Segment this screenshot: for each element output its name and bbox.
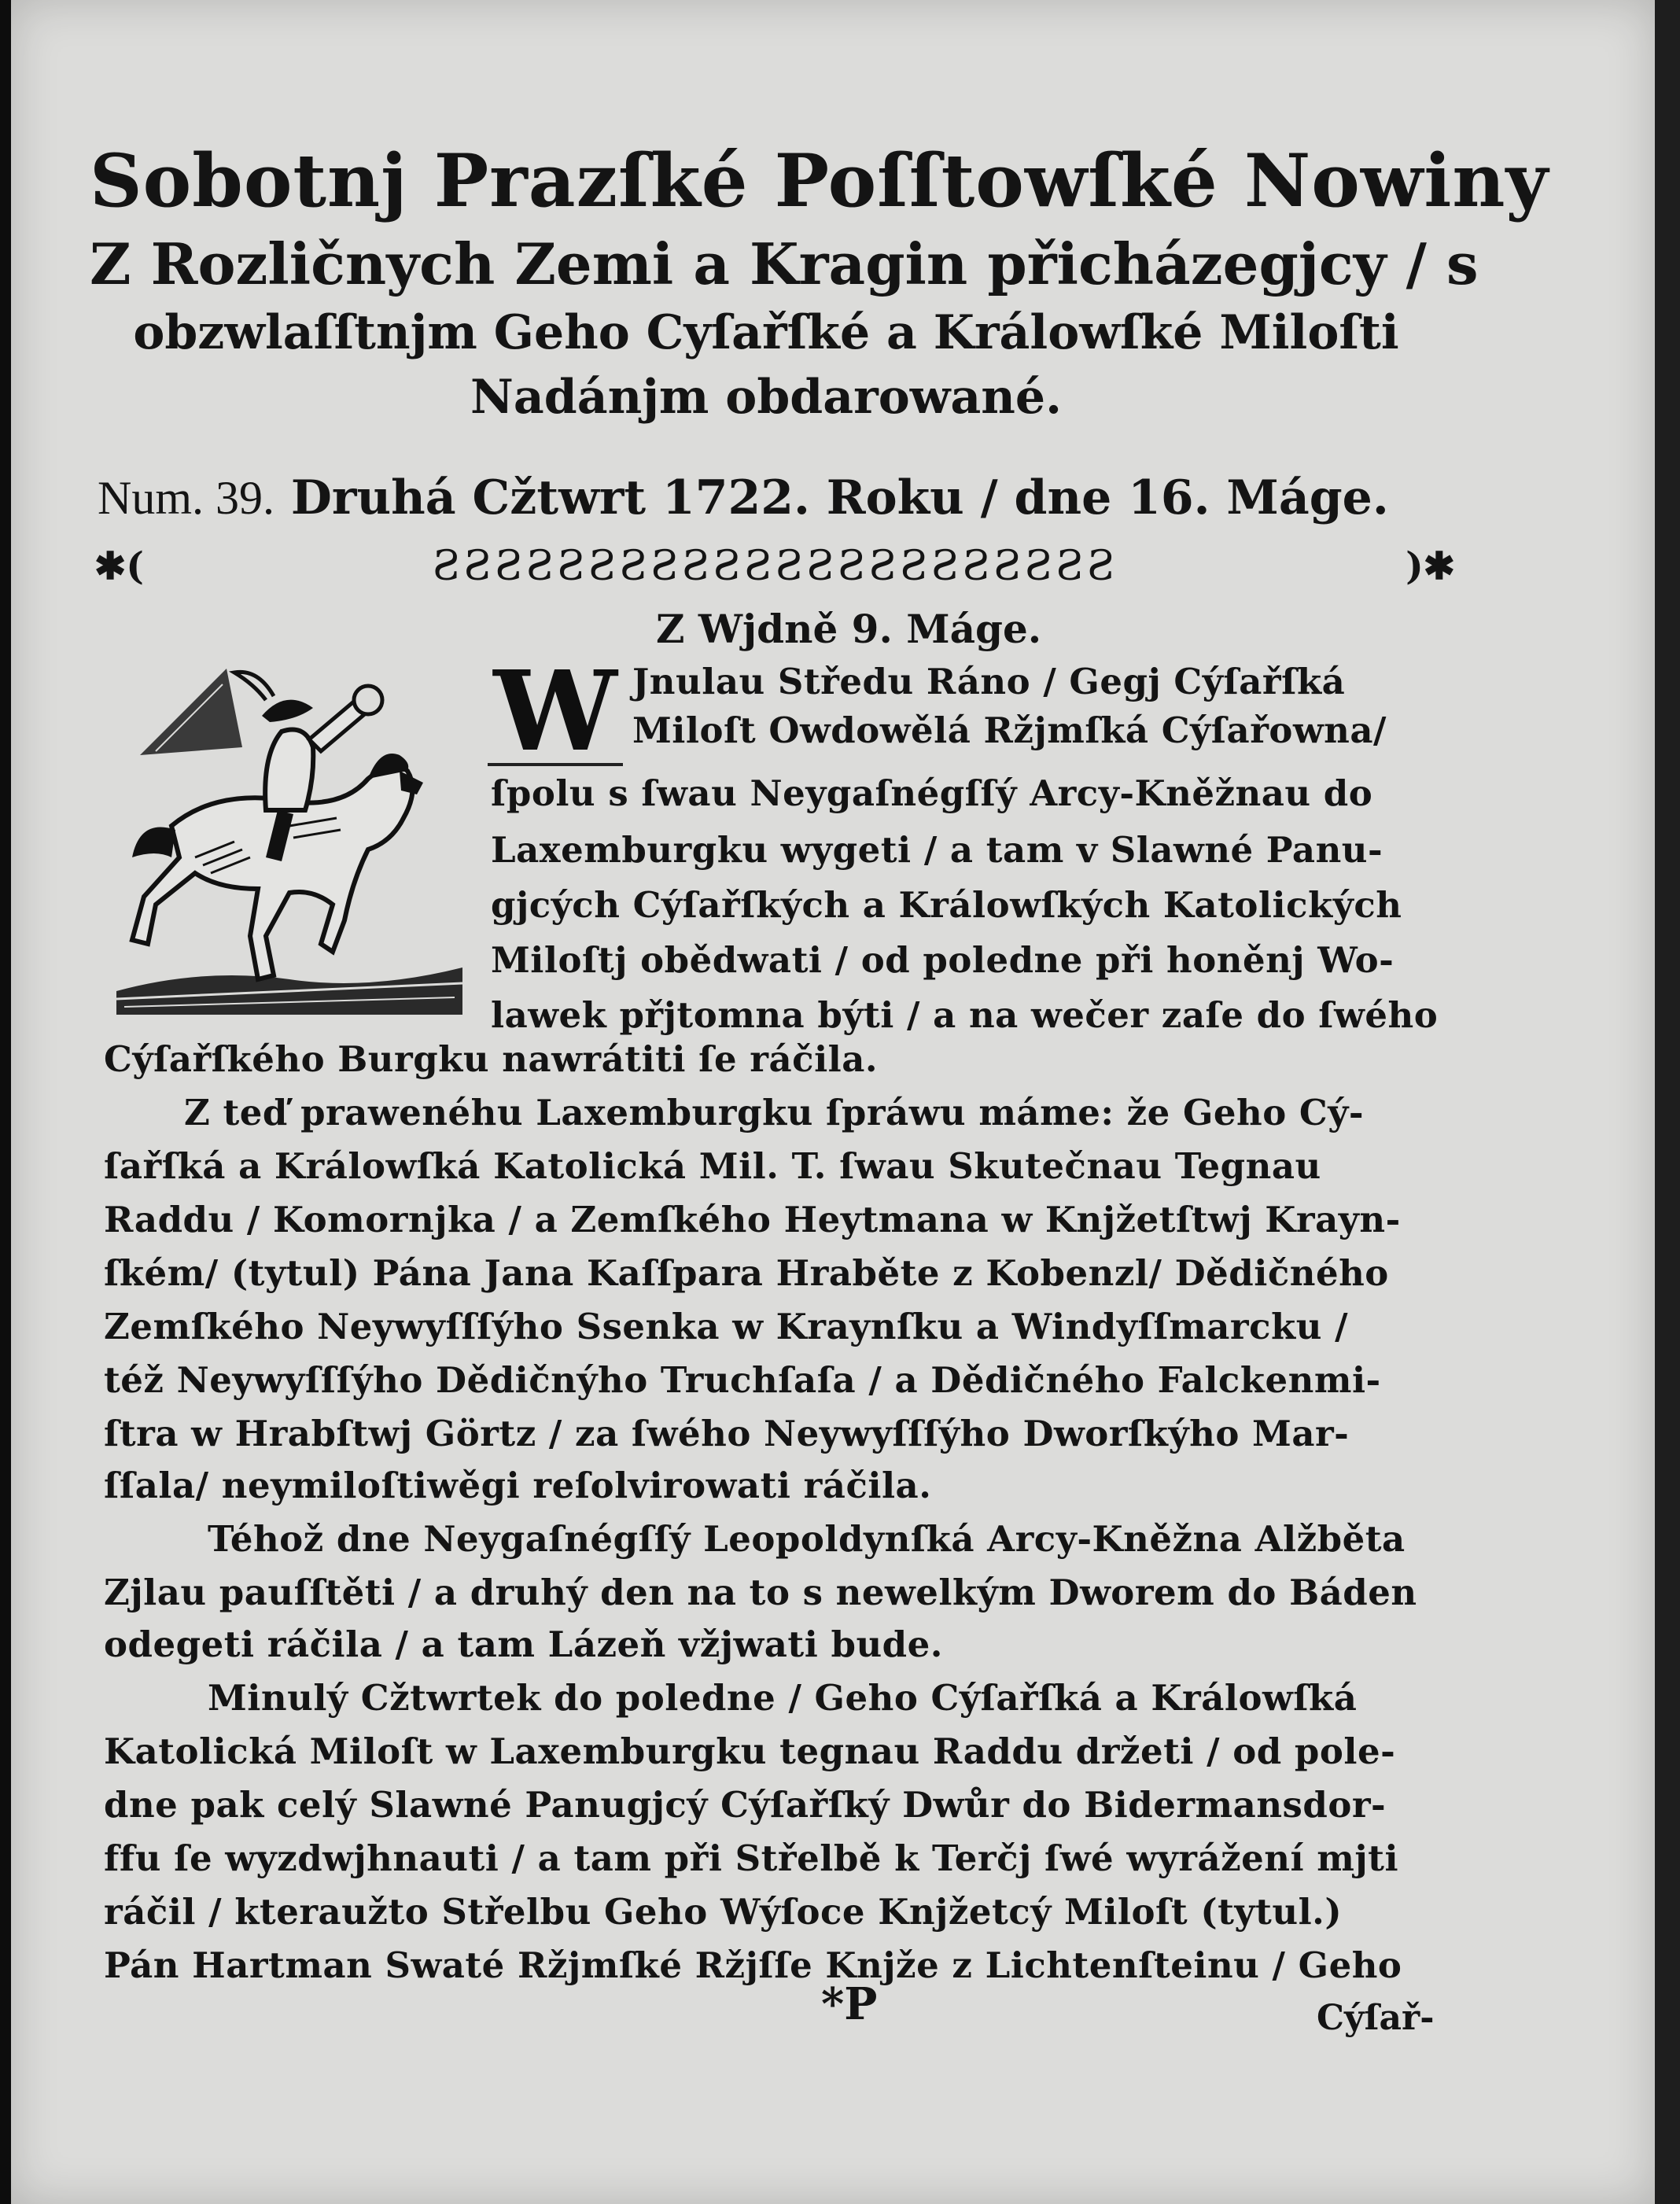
article-line: Laxemburgku wygeti / a tam v Slawné Panu- [491, 829, 1383, 871]
ornament-right-end: )✱ [1406, 544, 1455, 588]
newspaper-page [11, 0, 1655, 2204]
article-line: Minulý Cžtwrtek do poledne / Geho Cýſařſká a Králowſká [208, 1677, 1358, 1719]
ornament-left-end: ✱( [94, 544, 144, 588]
masthead [90, 134, 1549, 429]
drop-cap-initial: W [488, 661, 623, 766]
masthead-title: Sobotnj Prazſké Poſſtowſké Nowiny [90, 138, 1549, 223]
article-line: ráčil / kteraužto Střelbu Geho Wýſoce Knjžetcý Miloſt (tytul.) [104, 1891, 1343, 1933]
woodcut-postrider-illustration [109, 621, 470, 1015]
article-line: Raddu / Komornjka / a Zemſkého Heytmana w Knjžetſtwj Krayn- [104, 1199, 1401, 1240]
article-line: Zemſkého Neywyſſſýho Ssenka w Kraynſku a Windyſſmarcku / [104, 1306, 1349, 1347]
article-line: ſařſká a Králowſká Katolická Mil. T. ſwau Skutečnau Tegnau [104, 1145, 1321, 1187]
page-edge-right [1655, 0, 1680, 2204]
article-line: Cýſařſkého Burgku nawrátiti ſe ráčila. [104, 1038, 879, 1080]
article-line: Zjlau pauſſtěti / a druhý den na to s newelkým Dworem do Báden [104, 1572, 1417, 1613]
ornament-band: ƧƧƧƧƧƧƧƧƧƧƧƧƧƧƧƧƧƧƧƧƧƧ [432, 543, 1118, 590]
issue-line [98, 470, 1450, 525]
article-line: ffu ſe wyzdwjhnauti / a tam při Střelbě k Terčj ſwé wyrážení mjti [104, 1837, 1399, 1879]
article-line: dne pak celý Slawné Panugjcý Cýſařſký Dwůr do Bidermansdor- [104, 1784, 1387, 1826]
masthead-subtitle-2: obzwlaſſtnjm Geho Cyſařſké a Králowſké Miloſti [133, 305, 1399, 360]
article-line: ſtra w Hrabſtwj Görtz / za ſwého Neywyſſſýho Dworſkýho Mar- [104, 1413, 1350, 1454]
ornament-rule [94, 539, 1455, 594]
article-line: Pán Hartman Swaté Ržjmſké Ržjſſe Knjže z Lichtenſteinu / Geho [104, 1944, 1402, 1986]
article-line: Jnulau Středu Ráno / Gegj Cýſařſká [632, 661, 1346, 702]
page-edge-left [0, 0, 11, 2204]
masthead-subtitle-3: Nadánjm obdarowané. [470, 370, 1062, 425]
article-line: též Neywyſſſýho Dědičnýho Truchſaſa / a Dědičného Falckenmi- [104, 1359, 1381, 1401]
article-line: ſpolu s ſwau Neygaſnégſſý Arcy-Kněžnau do [491, 772, 1373, 814]
article-line: odegeti ráčila / a tam Lázeň vžjwati bude. [104, 1624, 943, 1665]
article-line: ſkém/ (tytul) Pána Jana Kaſſpara Hraběte z Kobenzl/ Dědičného [104, 1252, 1389, 1294]
issue-number: Num. 39. [98, 472, 274, 524]
article-line: lawek přjtomna býti / a na wečer zaſe do ſwého [491, 994, 1439, 1036]
article-line: gjcých Cýſařſkých a Králowſkých Katolických [491, 884, 1402, 926]
article-line: Téhož dne Neygaſnégſſý Leopoldynſká Arcy-Kněžna Alžběta [208, 1518, 1406, 1560]
article-line: Z teď prawenéhu Laxemburgku ſpráwu máme: že Geho Cý- [184, 1092, 1365, 1133]
article-line: ſſala/ neymiloſtiwěgi reſolvirowati ráčila. [104, 1465, 932, 1506]
article-line: Miloſt Owdowělá Ržjmſká Cýſařowna/ [632, 709, 1387, 751]
signature-mark: *P [821, 1978, 878, 2030]
catchword: Cýſař- [1317, 1998, 1435, 2038]
masthead-subtitle-1: Z Rozličnych Zemi a Kragin přicházegjcy / s [90, 230, 1479, 297]
article-line: Miloſtj obědwati / od poledne při honěnj Wo- [491, 939, 1394, 981]
article-line: Katolická Miloſt w Laxemburgku tegnau Raddu držeti / od pole- [104, 1730, 1396, 1772]
issue-date: Druhá Cžtwrt 1722. Roku / dne 16. Máge. [290, 470, 1389, 525]
dateline: Z Wjdně 9. Máge. [656, 606, 1042, 652]
